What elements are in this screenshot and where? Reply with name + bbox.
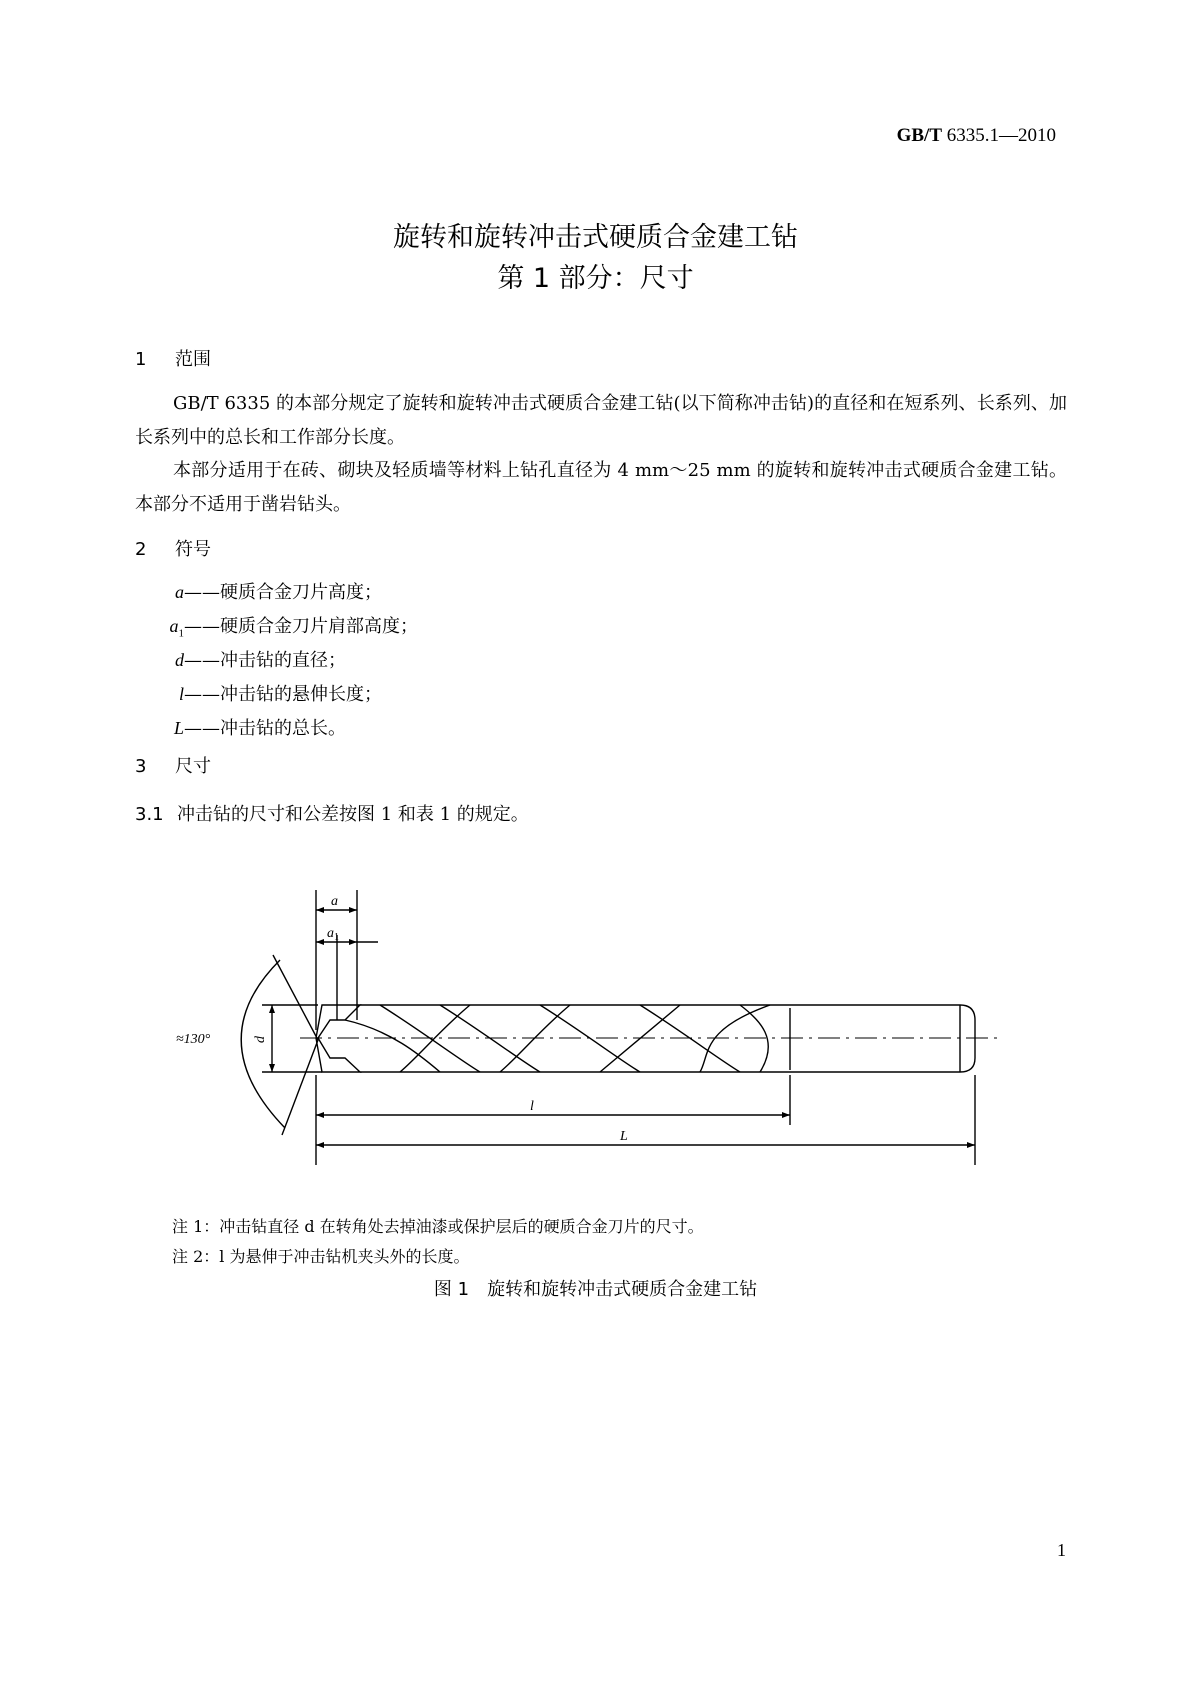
symbol-key: L: [173, 718, 184, 738]
section-number: 1: [135, 349, 147, 370]
angle-arc: [241, 960, 285, 1128]
clause-number: 3.1: [135, 804, 164, 825]
drill-figure: [0, 880, 1191, 1180]
symbol-desc: ——冲击钻的悬伸长度；: [184, 684, 382, 705]
clause-3-1: [135, 800, 529, 826]
angle-line: [273, 955, 318, 1040]
symbol-item: [118, 646, 346, 674]
flute-line: [345, 1020, 440, 1072]
label-angle: ≈130°: [176, 1032, 211, 1047]
standard-prefix: GB/T: [896, 125, 942, 146]
angle-line: [282, 1040, 318, 1135]
section-title: 尺寸: [175, 756, 211, 777]
symbol-item: [118, 578, 382, 606]
figure-caption: 图 1 旋转和旋转冲击式硬质合金建工钻: [433, 1279, 758, 1300]
clause-text: 冲击钻的尺寸和公差按图 1 和表 1 的规定。: [177, 804, 529, 825]
standard-number: [897, 125, 1056, 147]
symbol-desc: ——硬质合金刀片肩部高度；: [184, 616, 418, 637]
label-L: L: [620, 1129, 628, 1144]
symbol-item: [118, 714, 346, 742]
label-d: d: [253, 1036, 268, 1043]
label-a1: $a_1$: [327, 926, 339, 943]
symbol-desc: ——硬质合金刀片高度；: [184, 582, 382, 603]
symbol-item: [118, 680, 382, 708]
symbol-key: $a_1$: [169, 616, 184, 640]
section-title: 符号: [175, 539, 211, 560]
section-number: 2: [135, 539, 147, 560]
label-a: a: [331, 894, 338, 909]
section-1-heading: [135, 345, 211, 371]
figure-note-1: 注 1：冲击钻直径 d 在转角处去掉油漆或保护层后的硬质合金刀片的尺寸。: [172, 1217, 704, 1236]
symbol-desc: ——冲击钻的总长。: [184, 718, 346, 739]
scope-paragraph-2: 本部分适用于在砖、砌块及轻质墙等材料上钻孔直径为 4 mm～25 mm 的旋转和旋转冲击式硬质合金建工钻。本部分不适用于凿岩钻头。: [135, 460, 1067, 515]
label-l: l: [530, 1099, 534, 1114]
document-subtitle: 第 1 部分：尺寸: [497, 263, 694, 294]
scope-paragraph-1: GB/T 6335 的本部分规定了旋转和旋转冲击式硬质合金建工钻(以下简称冲击钻)的直径和在短系列、长系列、加长系列中的总长和工作部分长度。: [135, 393, 1067, 448]
symbol-key: l: [178, 684, 184, 704]
standard-code: 6335.1—2010: [946, 125, 1056, 146]
symbol-key: a: [175, 582, 184, 602]
section-2-heading: [135, 535, 211, 561]
figure-note-2: 注 2：l 为悬伸于冲击钻机夹头外的长度。: [172, 1247, 470, 1266]
page-number: 1: [1057, 1540, 1066, 1560]
symbol-key: d: [175, 650, 184, 670]
document-title: 旋转和旋转冲击式硬质合金建工钻: [393, 222, 798, 253]
section-3-heading: [135, 752, 211, 778]
symbol-desc: ——冲击钻的直径；: [184, 650, 346, 671]
section-title: 范围: [175, 349, 211, 370]
symbol-item: [118, 612, 418, 640]
section-number: 3: [135, 756, 147, 777]
